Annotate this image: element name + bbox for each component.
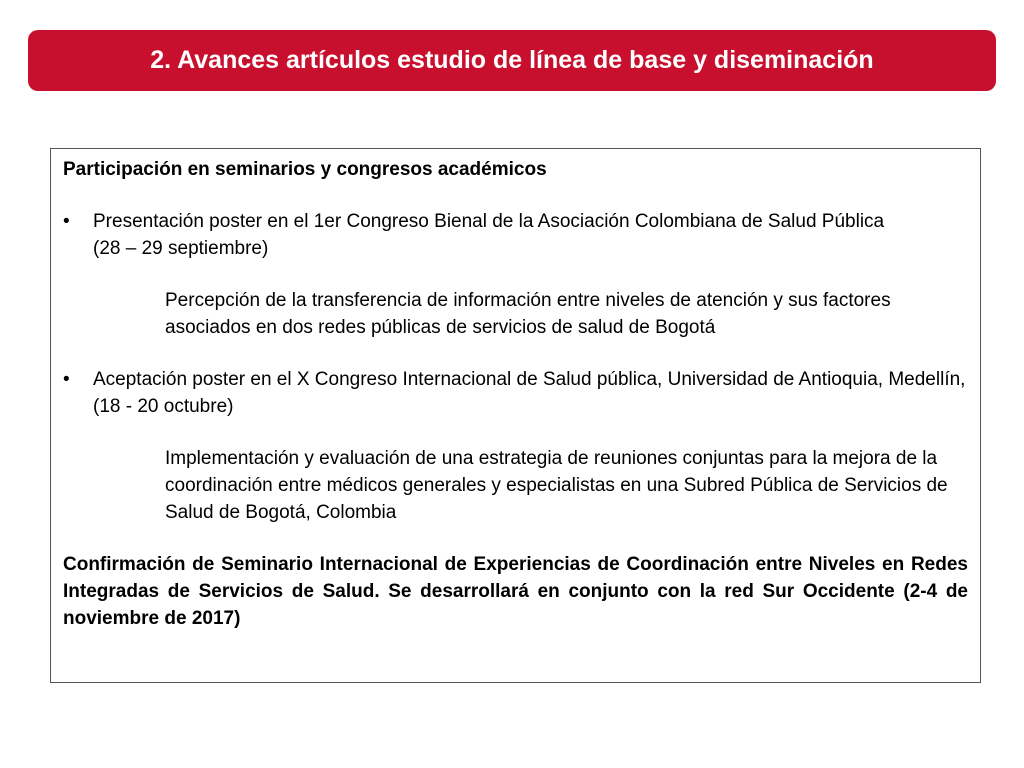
slide-title: 2. Avances artículos estudio de línea de base y diseminación	[150, 46, 874, 74]
bullet-item-1	[63, 208, 968, 262]
content-box	[50, 148, 981, 683]
spacer	[63, 341, 968, 366]
spacer	[63, 262, 968, 287]
bullet-date: (28 – 29 septiembre)	[93, 238, 269, 259]
spacer	[63, 183, 968, 208]
poster-title-2: Implementación y evaluación de una estrategia de reuniones conjuntas para la mejora de la coordinación entre médicos generales y especialistas en una Subred Pública de Servicios de Salud de Bogotá, Colombia	[165, 448, 948, 523]
bullet-text: Presentación poster en el 1er Congreso Bienal de la Asociación Colombiana de Salud Pública	[93, 211, 885, 232]
spacer	[63, 420, 968, 445]
title-bar	[28, 30, 996, 91]
bullet-text: Aceptación poster en el X Congreso Internacional de Salud pública, Universidad de Antioquia, Medellín, (18 - 20 octubre)	[93, 369, 966, 417]
bullet-icon: •	[63, 211, 70, 232]
bullet-item-2	[63, 366, 968, 420]
bullet-body-1	[93, 208, 968, 262]
bullet-body-2	[93, 366, 968, 420]
section-heading: Participación en seminarios y congresos académicos	[63, 159, 547, 180]
spacer	[63, 526, 968, 551]
bullet-icon: •	[63, 369, 70, 390]
poster-title-1: Percepción de la transferencia de información entre niveles de atención y sus factores asociados en dos redes públicas de servicios de salud de Bogotá	[165, 290, 891, 338]
seminar-confirmation: Confirmación de Seminario Internacional de Experiencias de Coordinación entre Niveles en Redes Integradas de Servicios de Salud. Se desarrollará en conjunto con la red Sur Occidente (2-4 de noviembre de 2017)	[63, 554, 968, 629]
